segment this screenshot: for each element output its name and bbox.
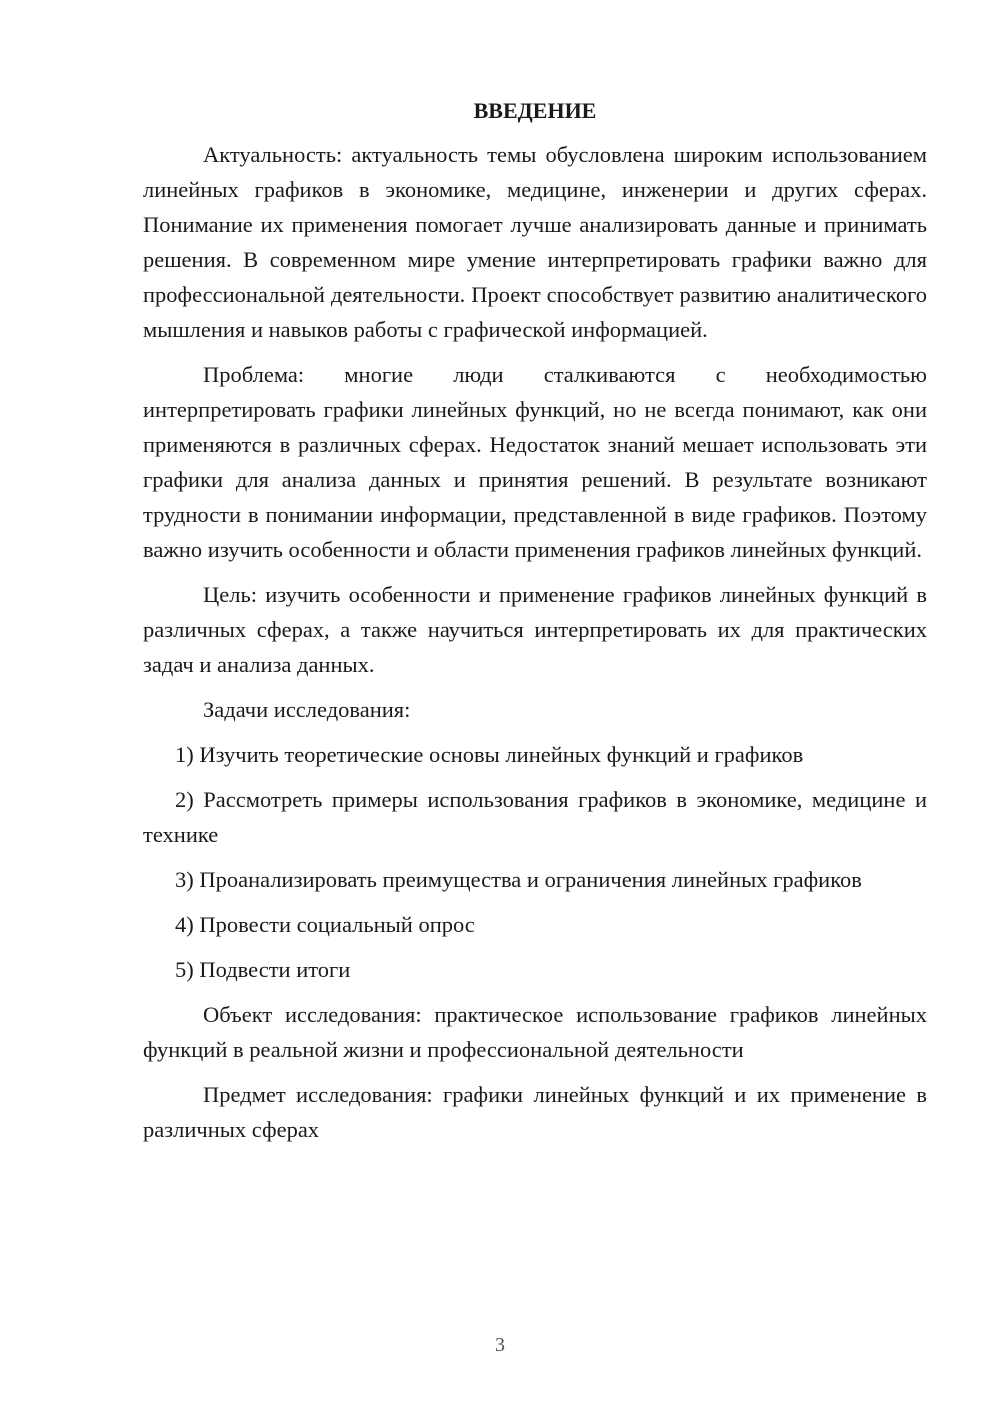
- paragraph-problem: Проблема: многие люди сталкиваются с необходимостью интерпретировать графики линейных функций, но не всегда понимают, как они применяются в различных сферах. Недостаток знаний мешает использовать эти графики для анализа данных и принятия решений. В результате возникают трудности в понимании информации, представленной в виде графиков. Поэтому важно изучить особенности и области применения графиков линейных функций.: [143, 362, 927, 562]
- tasks-list: [143, 737, 927, 987]
- section-title: ВВЕДЕНИЕ: [473, 98, 597, 123]
- paragraph-goal: Цель: изучить особенности и применение графиков линейных функций в различных сферах, а также научиться интерпретировать их для практических задач и анализа данных.: [143, 582, 927, 677]
- tasks-heading: Задачи исследования:: [203, 697, 411, 722]
- page-number: 3: [495, 1334, 505, 1356]
- paragraph-object: Объект исследования: практическое использование графиков линейных функций в реальной жизни и профессиональной деятельности: [143, 1002, 927, 1062]
- list-item: 4) Провести социальный опрос: [175, 912, 475, 937]
- list-item: 1) Изучить теоретические основы линейных функций и графиков: [175, 742, 804, 767]
- paragraph-subject: Предмет исследования: графики линейных функций и их применение в различных сферах: [143, 1082, 927, 1142]
- list-item: 3) Проанализировать преимущества и ограничения линейных графиков: [175, 867, 862, 892]
- paragraph-relevance: Актуальность: актуальность темы обусловлена широким использованием линейных графиков в экономике, медицине, инженерии и других сферах. Понимание их применения помогает лучше анализировать данные и принимать решения. В современном мире умение интерпретировать графики важно для профессиональной деятельности. Проект способствует развитию аналитического мышления и навыков работы с графической информацией.: [143, 142, 927, 342]
- page-content: [143, 95, 927, 1157]
- list-item: 5) Подвести итоги: [175, 957, 351, 982]
- list-item: 2) Рассмотреть примеры использования графиков в экономике, медицине и технике: [143, 787, 927, 847]
